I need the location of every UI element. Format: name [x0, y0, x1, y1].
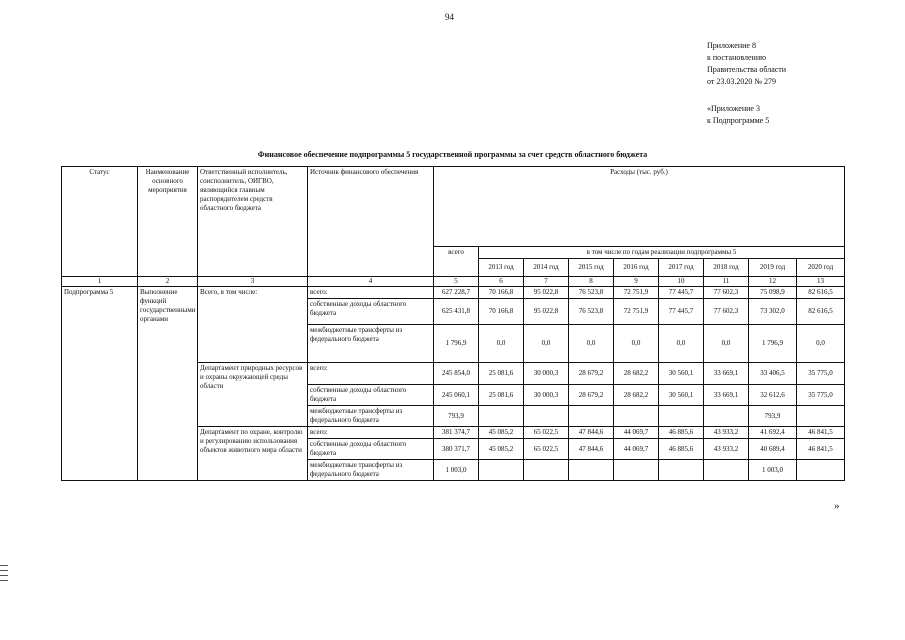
value-cell: 0,0 — [704, 325, 749, 363]
value-cell: 76 523,8 — [569, 287, 614, 299]
value-cell — [479, 460, 524, 481]
closing-mark: » — [834, 500, 840, 512]
value-cell: 33 406,5 — [749, 363, 797, 385]
column-number: 1 — [62, 277, 138, 287]
value-cell: 28 679,2 — [569, 363, 614, 385]
value-cell: 0,0 — [524, 325, 569, 363]
appendix-sub — [707, 103, 769, 127]
value-cell: 245 060,1 — [434, 385, 479, 406]
value-cell: 32 612,6 — [749, 385, 797, 406]
value-cell: 82 616,5 — [797, 299, 845, 325]
name-cell: Выполнение функций государственными органами — [138, 287, 198, 481]
value-cell: 28 682,2 — [614, 363, 659, 385]
financing-table — [61, 166, 845, 481]
header-expenses: Расходы (тыс. руб.) — [434, 167, 845, 247]
value-cell: 0,0 — [614, 325, 659, 363]
value-cell: 1 796,9 — [434, 325, 479, 363]
value-cell — [797, 406, 845, 427]
value-cell: 25 081,6 — [479, 363, 524, 385]
column-number: 12 — [749, 277, 797, 287]
column-number: 4 — [308, 277, 434, 287]
value-cell: 43 933,2 — [704, 427, 749, 439]
header-name: Наименование основного мероприятия — [138, 167, 198, 277]
value-cell: 0,0 — [569, 325, 614, 363]
value-cell: 72 751,9 — [614, 299, 659, 325]
value-cell: 0,0 — [659, 325, 704, 363]
source-cell: межбюджетные трансферты из федерального бюджета — [308, 325, 434, 363]
value-cell: 28 679,2 — [569, 385, 614, 406]
value-cell: 46 885,6 — [659, 427, 704, 439]
value-cell — [569, 406, 614, 427]
column-number: 2 — [138, 277, 198, 287]
header-by-years: в том числе по годам реализации подпрограммы 5 — [479, 247, 845, 259]
header-year: 2014 год — [524, 259, 569, 277]
value-cell: 40 689,4 — [749, 439, 797, 460]
value-cell: 35 775,0 — [797, 363, 845, 385]
value-cell: 77 602,3 — [704, 299, 749, 325]
value-cell: 72 751,9 — [614, 287, 659, 299]
value-cell: 70 166,8 — [479, 299, 524, 325]
value-cell: 73 302,0 — [749, 299, 797, 325]
column-number: 3 — [198, 277, 308, 287]
value-cell: 45 085,2 — [479, 427, 524, 439]
value-cell — [659, 406, 704, 427]
value-cell: 44 069,7 — [614, 439, 659, 460]
status-cell: Подпрограмма 5 — [62, 287, 138, 481]
header-year: 2019 год — [749, 259, 797, 277]
column-number: 5 — [434, 277, 479, 287]
value-cell: 30 000,3 — [524, 385, 569, 406]
value-cell — [569, 460, 614, 481]
value-cell: 75 098,9 — [749, 287, 797, 299]
value-cell: 44 069,7 — [614, 427, 659, 439]
value-cell: 1 796,9 — [749, 325, 797, 363]
value-cell: 46 841,5 — [797, 439, 845, 460]
value-cell: 33 669,1 — [704, 363, 749, 385]
appendix-line: к постановлению — [707, 53, 767, 62]
value-cell: 28 682,2 — [614, 385, 659, 406]
value-cell: 25 081,6 — [479, 385, 524, 406]
header-year: 2016 год — [614, 259, 659, 277]
appendix-line: от 23.03.2020 № 279 — [707, 77, 777, 86]
value-cell — [614, 460, 659, 481]
value-cell — [614, 406, 659, 427]
value-cell: 793,9 — [749, 406, 797, 427]
value-cell: 30 560,1 — [659, 363, 704, 385]
header-year: 2018 год — [704, 259, 749, 277]
header-year: 2020 год — [797, 259, 845, 277]
source-cell: собственные доходы областного бюджета — [308, 385, 434, 406]
value-cell: 1 003,0 — [434, 460, 479, 481]
appendix-header — [707, 40, 786, 88]
source-cell: всего: — [308, 427, 434, 439]
value-cell: 30 000,3 — [524, 363, 569, 385]
value-cell: 77 445,7 — [659, 299, 704, 325]
value-cell: 65 022,5 — [524, 427, 569, 439]
appendix-line: Правительства области — [707, 65, 787, 74]
value-cell: 43 933,2 — [704, 439, 749, 460]
column-number: 8 — [569, 277, 614, 287]
value-cell: 77 445,7 — [659, 287, 704, 299]
header-total: всего — [434, 247, 479, 277]
source-cell: межбюджетные трансферты из федерального бюджета — [308, 406, 434, 427]
value-cell: 46 841,5 — [797, 427, 845, 439]
column-number: 6 — [479, 277, 524, 287]
value-cell: 47 844,6 — [569, 439, 614, 460]
value-cell — [659, 460, 704, 481]
appendix-line: Приложение 8 — [707, 41, 756, 50]
appendix-sub-line: «Приложение 3 — [707, 104, 760, 113]
value-cell: 625 431,8 — [434, 299, 479, 325]
value-cell — [797, 460, 845, 481]
value-cell: 33 669,1 — [704, 385, 749, 406]
header-year: 2017 год — [659, 259, 704, 277]
value-cell: 95 022,8 — [524, 287, 569, 299]
source-cell: всего: — [308, 287, 434, 299]
value-cell: 380 371,7 — [434, 439, 479, 460]
value-cell — [704, 460, 749, 481]
value-cell: 0,0 — [479, 325, 524, 363]
value-cell: 1 003,0 — [749, 460, 797, 481]
table-row — [62, 287, 845, 299]
value-cell: 76 523,8 — [569, 299, 614, 325]
document-title: Финансовое обеспечение подпрограммы 5 государственной программы за счет средств областного бюджета — [257, 150, 648, 159]
value-cell — [524, 460, 569, 481]
header-year: 2013 год — [479, 259, 524, 277]
column-number: 7 — [524, 277, 569, 287]
edge-marks — [0, 565, 8, 585]
source-cell: собственные доходы областного бюджета — [308, 439, 434, 460]
value-cell: 41 692,4 — [749, 427, 797, 439]
source-cell: собственные доходы областного бюджета — [308, 299, 434, 325]
value-cell: 46 885,6 — [659, 439, 704, 460]
value-cell — [524, 406, 569, 427]
value-cell: 95 022,8 — [524, 299, 569, 325]
value-cell — [704, 406, 749, 427]
value-cell: 70 166,8 — [479, 287, 524, 299]
column-number: 13 — [797, 277, 845, 287]
header-executor: Ответственный исполнитель, соисполнитель, ОИГВО, являющийся главным распорядителем средств областного бюджета — [198, 167, 308, 277]
value-cell: 627 228,7 — [434, 287, 479, 299]
value-cell: 65 022,5 — [524, 439, 569, 460]
header-year: 2015 год — [569, 259, 614, 277]
value-cell: 45 085,2 — [479, 439, 524, 460]
executor-cell: Департамент по охране, контролю и регулированию использования объектов животного мира области — [198, 427, 308, 481]
page-number: 94 — [445, 12, 454, 22]
value-cell: 0,0 — [797, 325, 845, 363]
column-number: 11 — [704, 277, 749, 287]
value-cell: 245 854,0 — [434, 363, 479, 385]
value-cell: 381 374,7 — [434, 427, 479, 439]
value-cell: 793,9 — [434, 406, 479, 427]
value-cell: 47 844,6 — [569, 427, 614, 439]
value-cell: 82 616,5 — [797, 287, 845, 299]
value-cell: 35 775,0 — [797, 385, 845, 406]
column-number: 10 — [659, 277, 704, 287]
source-cell: межбюджетные трансферты из федерального бюджета — [308, 460, 434, 481]
source-cell: всего: — [308, 363, 434, 385]
header-source: Источник финансового обеспечения — [308, 167, 434, 277]
header-status: Статус — [62, 167, 138, 277]
appendix-sub-line: к Подпрограмме 5 — [707, 116, 770, 125]
value-cell: 77 602,3 — [704, 287, 749, 299]
value-cell — [479, 406, 524, 427]
value-cell: 30 560,1 — [659, 385, 704, 406]
executor-cell: Всего, в том числе: — [198, 287, 308, 363]
executor-cell: Департамент природных ресурсов и охраны окружающей среды области — [198, 363, 308, 427]
column-number: 9 — [614, 277, 659, 287]
